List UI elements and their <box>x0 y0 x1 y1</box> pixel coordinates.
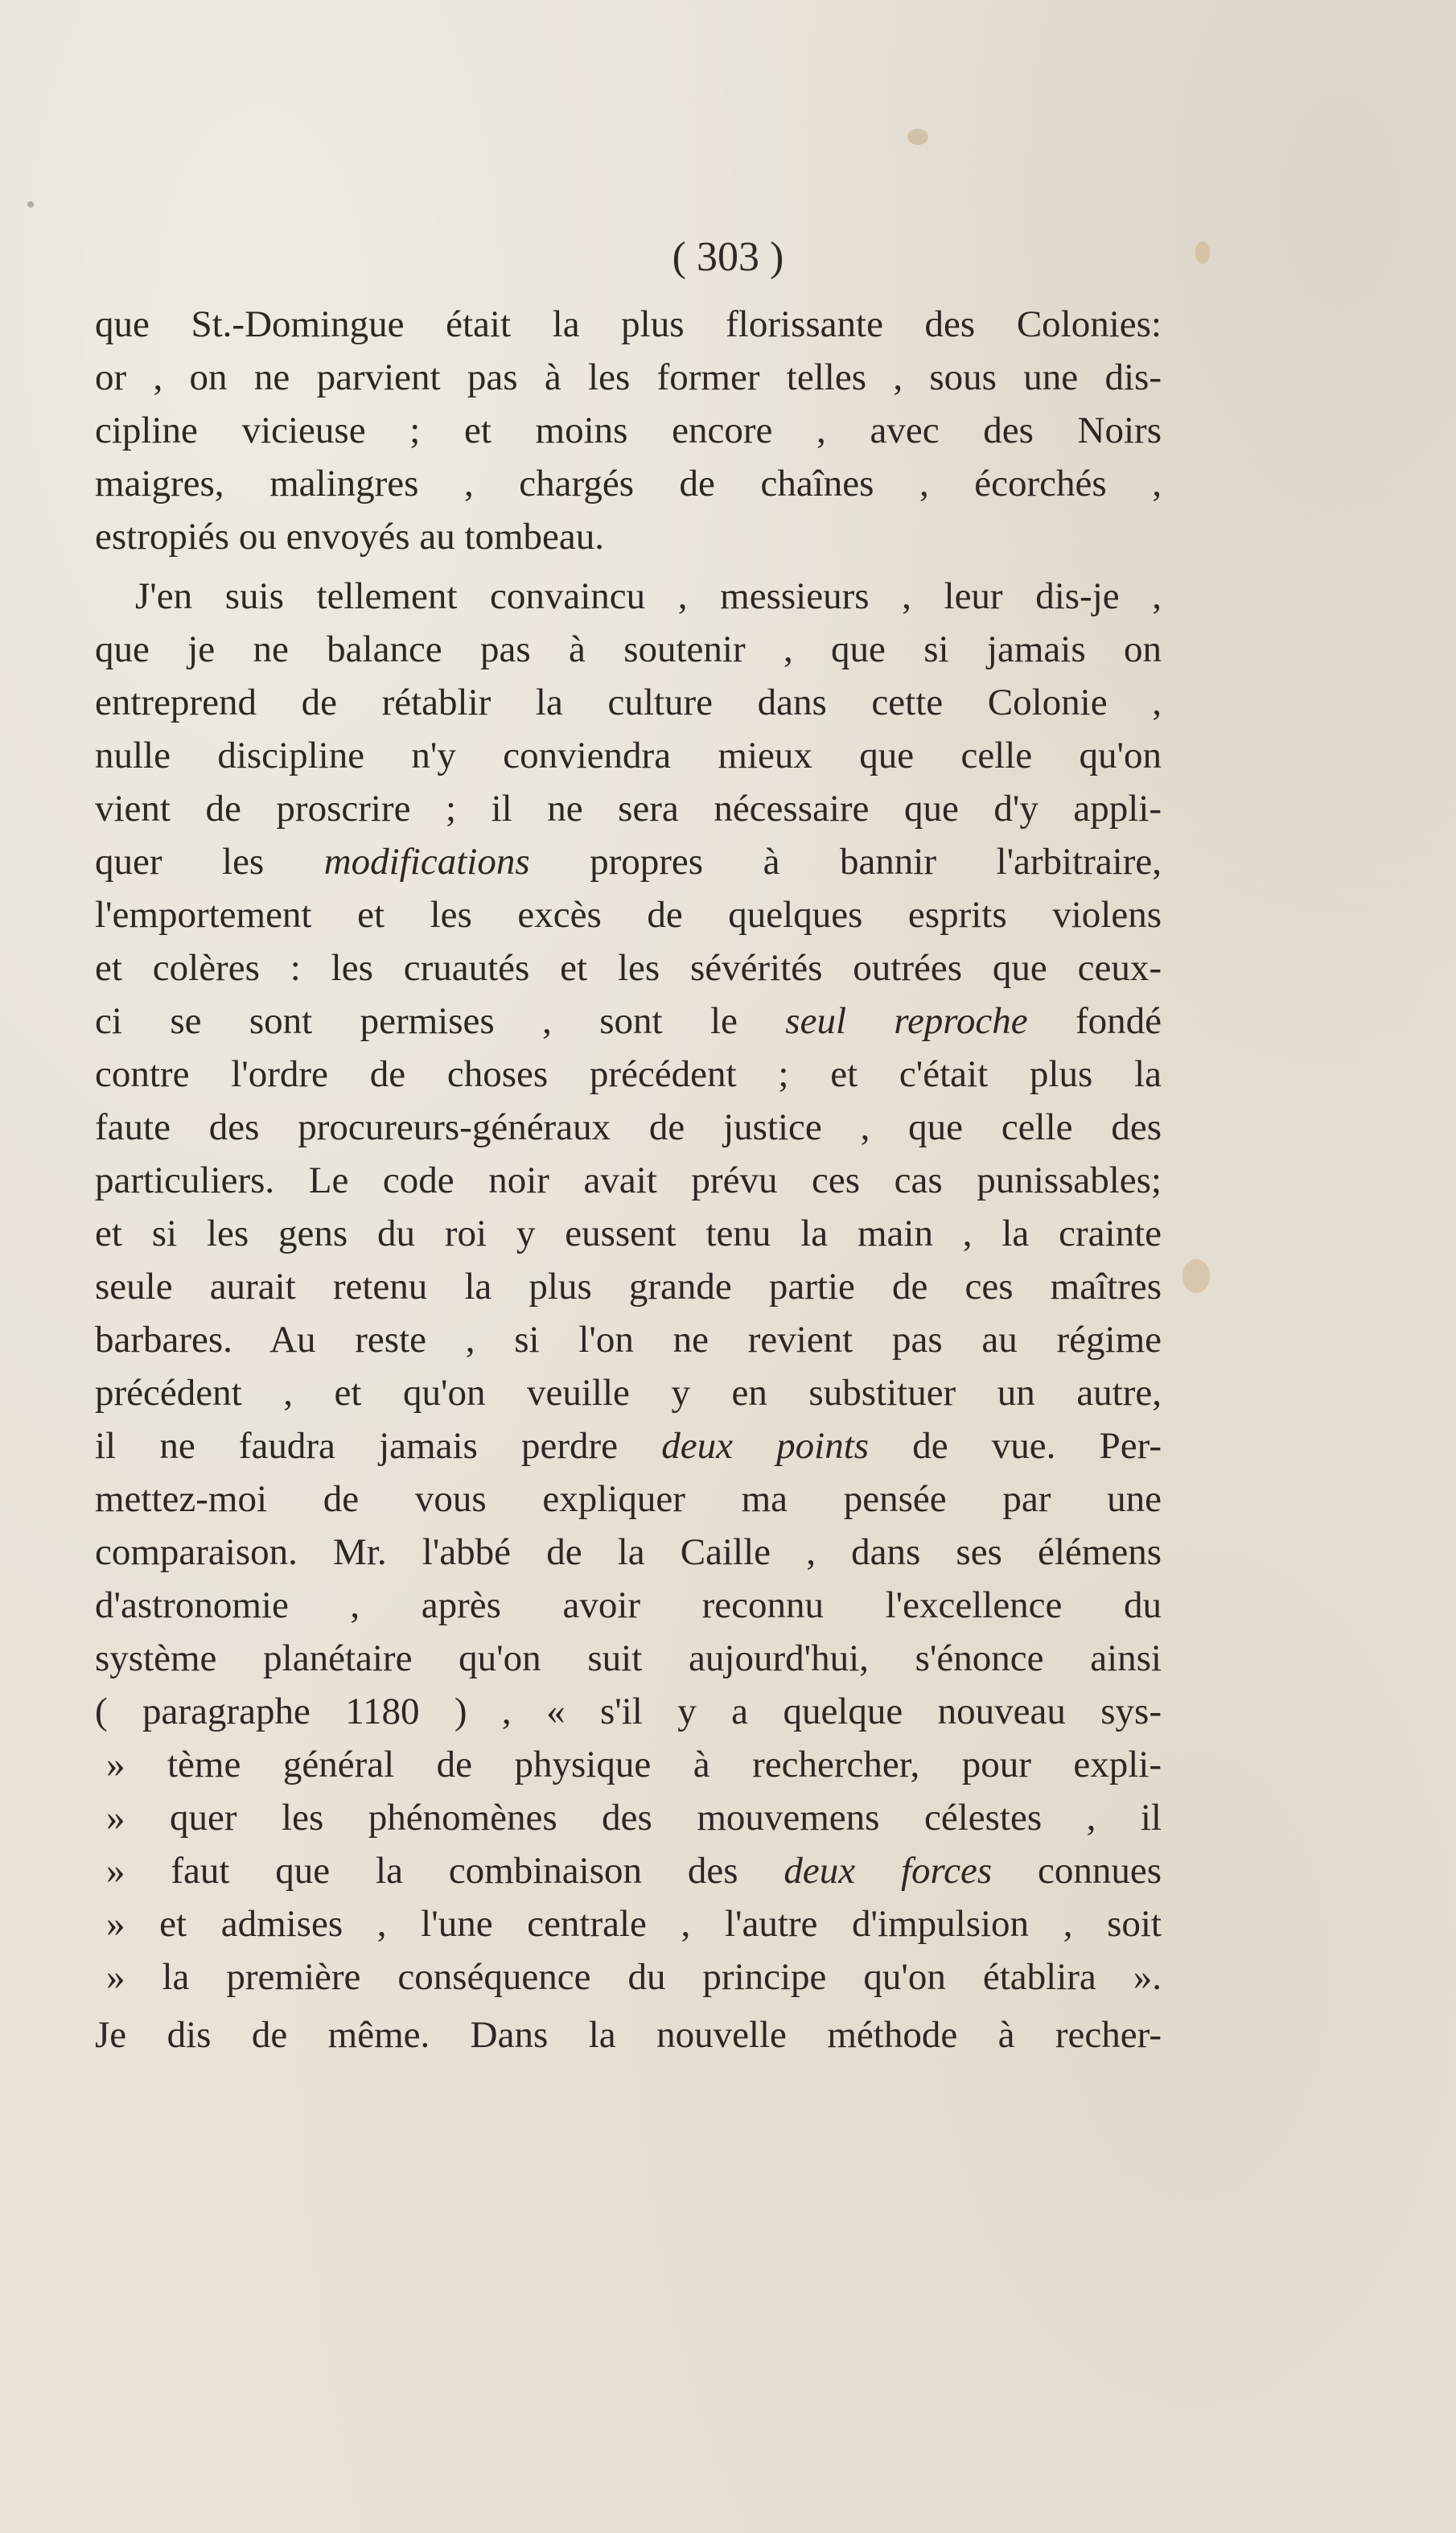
text-run: fondé <box>1027 1000 1162 1042</box>
text-line <box>95 995 1162 1048</box>
text-line: que St.-Domingue était la plus florissante des Colonies: <box>95 303 1162 345</box>
text-line: cipline vicieuse ; et moins encore , avec des Noirs <box>95 410 1162 451</box>
text-line: » et admises , l'une centrale , l'autre d'impulsion , soit <box>106 1903 1162 1945</box>
body-text <box>95 298 1162 2132</box>
text-line: or , on ne parvient pas à les former telles , sous une dis- <box>95 356 1162 398</box>
text-line: estropiés ou envoyés au tombeau. <box>95 516 605 558</box>
text-line: nulle discipline n'y conviendra mieux que celle qu'on <box>95 735 1162 776</box>
text-line: J'en suis tellement convaincu , messieurs , leur dis-je , <box>135 575 1162 617</box>
text-line: entreprend de rétablir la culture dans cette Colonie , <box>95 682 1162 723</box>
text-line: mettez-moi de vous expliquer ma pensée par une <box>95 1478 1162 1520</box>
text-line: d'astronomie , après avoir reconnu l'excellence du <box>95 1584 1162 1626</box>
text-line: et si les gens du roi y eussent tenu la main , la crainte <box>95 1213 1162 1254</box>
text-line: contre l'ordre de choses précédent ; et c'était plus la <box>95 1053 1162 1095</box>
text-run: quer les <box>95 841 324 883</box>
italic-term: modifications <box>323 841 530 883</box>
text-line: Je dis de même. Dans la nouvelle méthode à recher- <box>95 2014 1162 2056</box>
text-line: que je ne balance pas à soutenir , que si jamais on <box>95 628 1162 670</box>
text-run: de vue. Per- <box>869 1425 1162 1467</box>
text-line: maigres, malingres , chargés de chaînes , écorchés , <box>95 463 1162 505</box>
text-line: système planétaire qu'on suit aujourd'hui, s'énonce ainsi <box>95 1637 1162 1679</box>
text-line: ( paragraphe 1180 ) , « s'il y a quelque nouveau sys- <box>95 1691 1162 1732</box>
italic-term: seul reproche <box>785 1000 1028 1042</box>
text-line: l'emportement et les excès de quelques esprits violens <box>95 894 1162 936</box>
text-line <box>95 1419 1162 1472</box>
text-line: précédent , et qu'on veuille y en substituer un autre, <box>95 1372 1162 1414</box>
text-run: ci se sont permises , sont le <box>95 1000 786 1042</box>
text-line: seule aurait retenu la plus grande partie de ces maîtres <box>95 1266 1162 1308</box>
text-line: particuliers. Le code noir avait prévu ces cas punissables; <box>95 1159 1162 1201</box>
text-run: propres à bannir l'arbitraire, <box>529 841 1162 883</box>
paper-stain <box>1182 1259 1210 1293</box>
text-line: barbares. Au reste , si l'on ne revient pas au régime <box>95 1319 1162 1361</box>
text-line: faute des procureurs-généraux de justice , que celle des <box>95 1106 1162 1148</box>
text-run: il ne faudra jamais perdre <box>95 1425 662 1467</box>
paper-stain <box>907 129 928 145</box>
paper-stain <box>27 201 34 208</box>
text-line <box>95 835 1162 888</box>
text-line: » quer les phénomènes des mouvemens célestes , il <box>106 1797 1162 1839</box>
text-line: vient de proscrire ; il ne sera nécessaire que d'y appli- <box>95 788 1162 830</box>
text-line: comparaison. Mr. l'abbé de la Caille , dans ses élémens <box>95 1531 1162 1573</box>
text-line: » tème général de physique à rechercher, pour expli- <box>106 1744 1162 1785</box>
text-run: connues <box>992 1850 1162 1892</box>
text-run: » faut que la combinaison des <box>106 1850 784 1892</box>
page-number: ( 303 ) <box>672 234 784 280</box>
italic-term: deux points <box>661 1425 870 1467</box>
text-line <box>95 1844 1162 1897</box>
italic-term: deux forces <box>784 1850 993 1892</box>
text-line: et colères : les cruautés et les sévérités outrées que ceux- <box>95 947 1162 989</box>
text-line: » la première conséquence du principe qu'on établira ». <box>106 1956 1162 1998</box>
